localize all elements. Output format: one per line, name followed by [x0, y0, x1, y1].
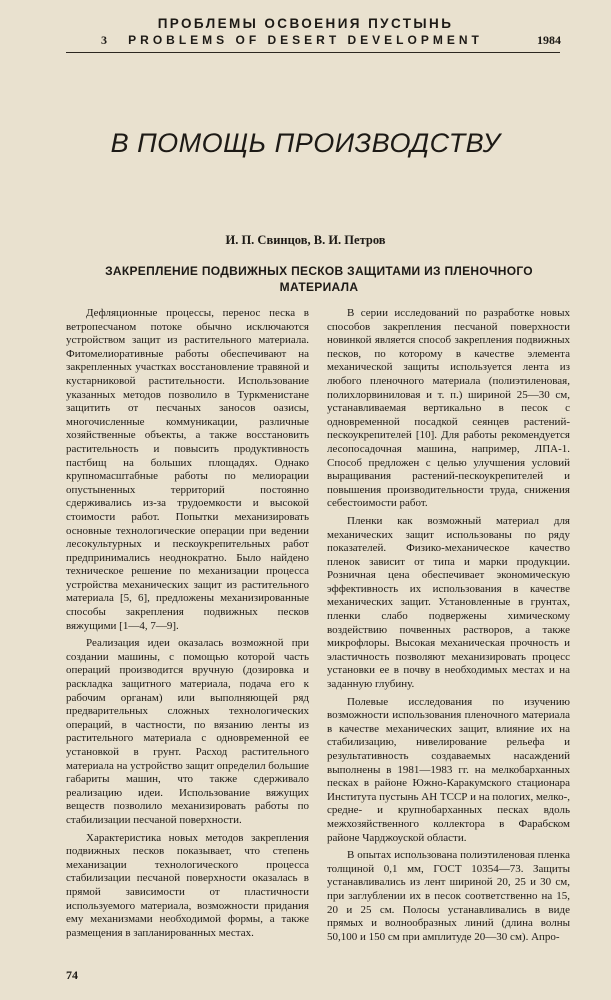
left-column — [66, 307, 309, 944]
journal-title-en: PROBLEMS OF DESERT DEVELOPMENT — [128, 33, 483, 47]
right-column — [327, 307, 570, 948]
paragraph: Полевые исследования по изучению возможности использования пленочного материала в качестве механических защит, влияние их на стабилизацию, нивелирование рельефа и результативность создаваемых насаждений выполнены в 1981—1983 гг. на мелкобарханных песках в районе Южно-Каракумского стационара Института пустынь АН ТССР и на пологих, мелко-, средне- и крупнобарханных песках вдоль межхозяйственного коллектора в Фарабском районе Чарджоуской области. — [327, 695, 570, 844]
paragraph: Характеристика новых методов закрепления подвижных песков показывает, что степень механизации технологического процесса стабилизации песчаной поверхности оказалась в прямой зависимости от пластичности используемого материала, возможности придания ему механизмами необходимой формы, а также размещения в запланированных местах. — [66, 831, 309, 939]
issue-year: 1984 — [537, 33, 561, 47]
journal-title-ru: ПРОБЛЕМЫ ОСВОЕНИЯ ПУСТЫНЬ — [157, 16, 454, 31]
header-rule — [66, 52, 560, 53]
paragraph: Пленки как возможный материал для механических защит использованы по ряду показателей. Физико-механическое качество пленок зависит от типа и марки продукции. Розничная цена обеспечивает экономическую эффективность их использования в качестве механических защит. Установленные в грунтах, пленки слабо подвержены химическому воздействию почвенных растворов, а также микрофлоры. Высокая механическая прочность и эластичность позволяют механизировать процесс установки ее в почву в необходимых местах и на заданную глубину. — [327, 514, 570, 691]
page-number: 74 — [66, 968, 78, 982]
paragraph: Дефляционные процессы, перенос песка в ветропесчаном потоке обычно исключаются устройством защит из растительного материала. Фитомелиоративные работы обеспечивают на закрепленных участках восстановление травяной и кустарниковой растительности. Использование указанных методов позволило в Туркменистане защитить от песчаных заносов оазисы, многочисленные коммуникации, различные хозяйственные объекты, а также восстановить растительность и повысить продуктивность пастбищ на больших площадях. Однако крупномасштабные работы по мелиорации опустыненных территорий постоянно сдерживались из-за трудоемкости и высокой стоимости работ. Попытки механизировать основные технологические операции при ведении лесокультурных и пескоукрепительных работ предпринимались неоднократно. Было найдено техническое решение по механизации процесса устройства механических защит из растительного материала [5, 6], предложены механизированные способы закрепления подвижных песков вяжущими [1—4, 7—9]. — [66, 307, 309, 632]
paragraph: В серии исследований по разработке новых способов закрепления песчаной поверхности новинкой является способ закрепления подвижных песков, по которому в качестве элемента механической защиты используется лента из любого пленочного материала (полиэтиленовая, полихлорвиниловая и т. п.) шириной 25—30 см, устанавливаемая вертикально в песок с одновременной посадкой сеянцев растений-пескоукрепителей [10]. Для работы рекомендуется лесопосадочная машина, например, ЛПА-1. Способ предложен с целью улучшения условий выращивания растений-пескоукрепителей и повышения производительности труда, снижения себестоимости работ. — [327, 307, 570, 510]
running-header — [0, 8, 611, 50]
section-title: В ПОМОЩЬ ПРОИЗВОДСТВУ — [110, 128, 501, 158]
paragraph: Реализация идеи оказалась возможной при создании машины, с помощью которой часть операций производится вручную (дозировка и раскладка защитного материала, подача его к рабочим органам) или выполняющей ряд предварительных сложных технологических операций, в частности, по вязанию ленты из растительного материала с одновременной ее установкой в грунт. Расход растительного материала на устройство защит определил большие габариты машин, что также сдерживало реализацию идеи. Использование вяжущих веществ позволило механизировать работы по стабилизации песчаной поверхности. — [66, 637, 310, 826]
paragraph: В опытах использована полиэтиленовая пленка толщиной 0,1 мм, ГОСТ 10354—73. Защиты устанавливались из лент шириной 20, 25 и 30 см, при заглублении их в песок соответственно на 15, 20 и 25 см. Полосы устанавливались в виде прямых и волнообразных линий (длина волны 50,100 и 150 см при амплитуде 20—30 см). Апро- — [327, 849, 570, 943]
article-title: ЗАКРЕПЛЕНИЕ ПОДВИЖНЫХ ПЕСКОВ ЗАЩИТАМИ ИЗ ПЛЕНОЧНОГО МАТЕРИАЛА — [105, 264, 533, 294]
article-authors: И. П. Свинцов, В. И. Петров — [225, 233, 386, 247]
issue-number: 3 — [101, 33, 107, 47]
